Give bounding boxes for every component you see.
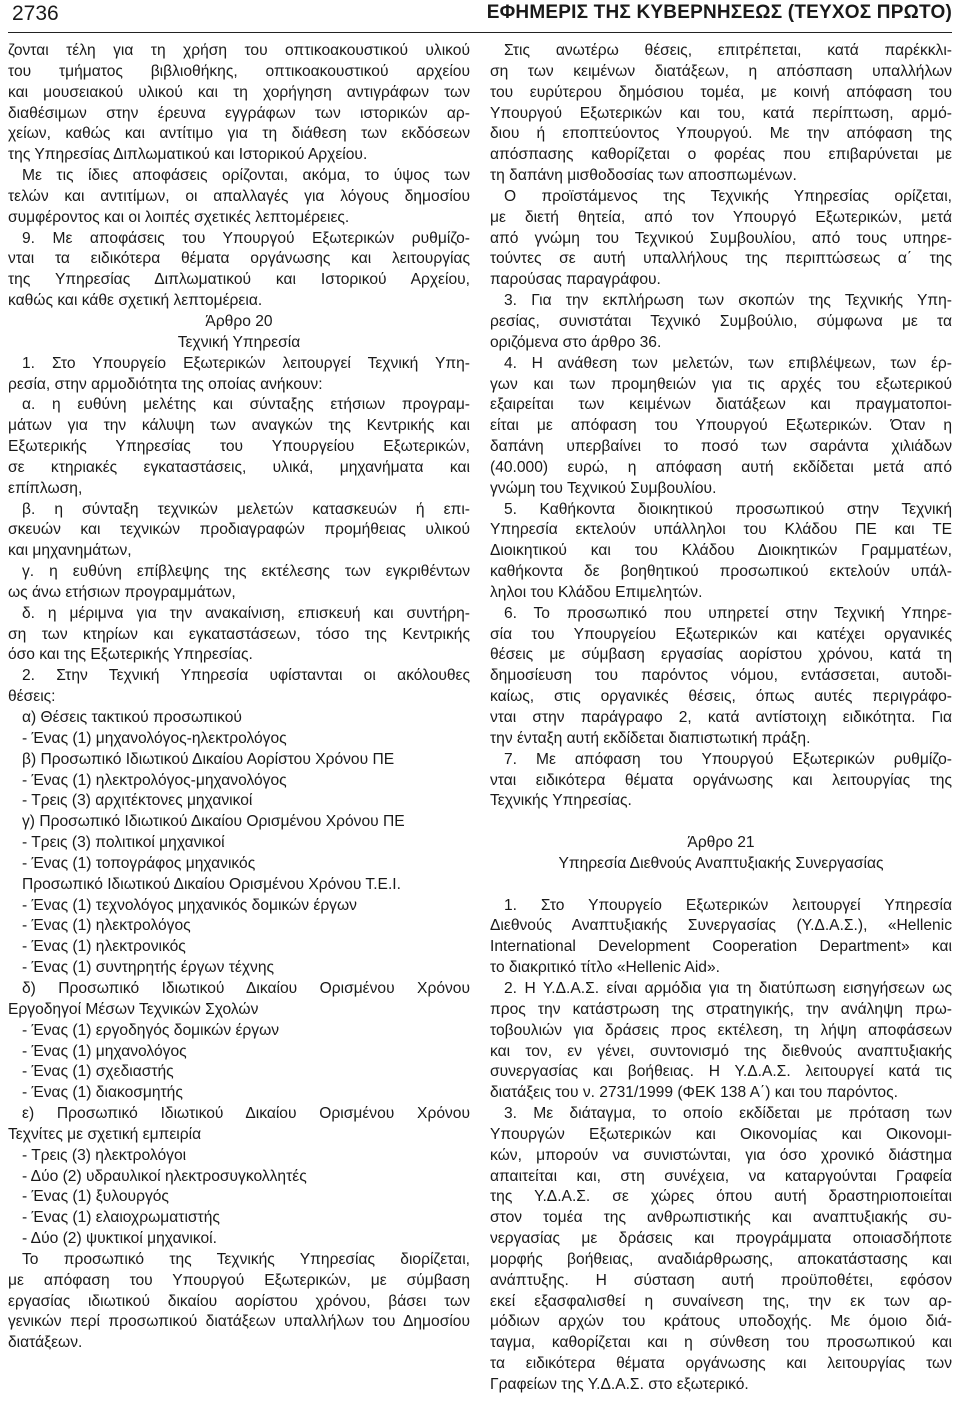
text-line: της Υ.Δ.Α.Σ. σε χώρες όπου αυτή δραστηριοποιείται	[490, 1188, 952, 1206]
text-line: χείων, καθώς και αντίτιμο για τη διάθεση των εκδόσεων	[8, 125, 470, 143]
text-line: 7. Με απόφαση του Υπουργού Εξωτερικών ρυθμίζο-	[504, 750, 952, 768]
text-line: ση των κτηρίων και εγκαταστάσεων, τόσο της Κεντρικής	[8, 625, 470, 643]
text-line: ρεσίας, συνιστάται Τεχνικό Συμβούλιο, σύμφωνα με τα	[490, 312, 952, 330]
text-line: δ. η μέριμνα για την ανακαίνιση, επισκευή και συντήρη-	[22, 604, 470, 622]
text-line: καθώς και κάθε σχετική λεπτομέρεια.	[8, 292, 263, 310]
text-line: - Ένας (1) ηλεκτρονικός	[22, 938, 186, 956]
text-line: διαθέσιμων στην έρευνα εγγράφων των ιστορικών αρ-	[8, 104, 470, 122]
article-heading-line: Άρθρο 20	[205, 312, 273, 330]
text-line: θέσεις:	[8, 688, 56, 706]
text-line: του ευρύτερου δημόσιου τομέα, με κοινή απόφαση του	[490, 83, 952, 101]
text-line: γενικών περί προσωπικού διατάξεων υπαλλήλων του Δημοσίου	[8, 1313, 470, 1331]
text-line: διατάξεις του ν. 2731/1999 (ΦΕΚ 138 Α΄) και του παρόντος.	[490, 1084, 898, 1102]
text-line: συνεργασίας και βοήθειας. Η Υ.Δ.Α.Σ. λειτουργεί κατά τις	[490, 1063, 952, 1081]
text-line: τα ειδικότερα θέματα οργάνωσης και λειτουργίας των	[490, 1355, 952, 1373]
text-line: γ. η ευθύνη επίβλεψης της εκτέλεσης των εγκριθέντων	[22, 563, 470, 581]
text-line: τούντες σε αυτή υπαλλήλους της περιπτώσεως α΄ της	[490, 250, 952, 268]
text-line: και τον, εν γένει, συντονισμό της διεθνούς αναπτυξιακής	[490, 1042, 952, 1060]
text-line: καίως, στις οργανικές θέσεις, όπως αυτές περιγράφο-	[490, 688, 952, 706]
text-line: 5. Καθήκοντα διοικητικού προσωπικού στην Τεχνική	[504, 500, 952, 518]
text-line: 1. Στο Υπουργείο Εξωτερικών λειτουργεί Υπηρεσία	[504, 896, 952, 914]
left-column	[8, 41, 470, 1354]
text-line: Τεχνικής Υπηρεσίας.	[490, 792, 632, 810]
text-line: μόδιων αρχών του κράτους υποδοχής. Με όμοιο διά-	[490, 1313, 952, 1331]
text-line: Το προσωπικό της Τεχνικής Υπηρεσίας διορίζεται,	[22, 1250, 470, 1268]
text-line: είται με απόφαση του Υπουργού Εξωτερικών. Όταν η	[490, 417, 952, 435]
text-line: μορφής βοήθειας, αναδιάρθρωσης, αποκατάστασης και	[490, 1250, 952, 1268]
text-line: Στις ανωτέρω θέσεις, επιτρέπεται, κατά παρέκκλι-	[504, 42, 952, 59]
text-line: παρούσας παραγράφου.	[490, 271, 661, 289]
header-rule	[8, 32, 952, 33]
text-line: σε κτηριακές εγκαταστάσεις, υλικά, μηχανήματα και	[8, 458, 470, 476]
text-line: της Υπηρεσίας Διπλωματικού και Ιστορικού Αρχείου.	[8, 146, 368, 164]
text-line: ανάπτυξης. Η σύσταση αυτή προϋποθέτει, εφόσον	[490, 1271, 952, 1289]
text-line	[490, 812, 952, 833]
article-heading-line: Τεχνική Υπηρεσία	[177, 333, 301, 351]
text-line: Ο προϊστάμενος της Τεχνικής Υπηρεσίας ορίζεται,	[504, 187, 952, 205]
text-line: - Ένας (1) συντηρητής έργων τέχνης	[22, 959, 275, 977]
text-line: ταγμα, καθορίζεται και η σύνθεση του προσωπικού και	[490, 1334, 952, 1352]
text-line: μάτων για την κάλυψη των αναγκών της Κεντρικής και	[8, 417, 470, 435]
text-line: γ) Προσωπικό Ιδιωτικού Δικαίου Ορισμένου Χρόνου ΠΕ	[22, 813, 405, 831]
text-line: και μηχανημάτων,	[8, 542, 132, 560]
text-line: οριζόμενα στο άρθρο 36.	[490, 333, 662, 351]
text-line: α) Θέσεις τακτικού προσωπικού	[22, 709, 242, 726]
text-line: 2. Η Υ.Δ.Α.Σ. είναι αρμόδια για τη διατύπωση εισηγήσεων ως	[504, 979, 952, 997]
text-line: κών, μπορούν να συνιστώνται, για όσο χρονικό διάστημα	[490, 1146, 952, 1164]
text-line: από γνώμη του Τεχνικού Συμβουλίου, από τους υπηρε-	[490, 229, 952, 247]
text-line: καθήκοντα δε βοηθητικού προσωπικού εκτελούν υπάλ-	[490, 563, 952, 581]
text-line: 3. Με διάταγμα, το οποίο εκδίδεται με πρόταση των	[504, 1105, 952, 1123]
text-line: Προσωπικό Ιδιωτικού Δικαίου Ορισμένου Χρόνου Τ.Ε.Ι.	[22, 875, 401, 893]
text-line: 4. Η ανάθεση των μελετών, των επιβλέψεων, των έρ-	[504, 354, 952, 372]
text-line: εργασίας ιδιωτικού δικαίου αορίστου χρόνου, βάσει των	[8, 1292, 470, 1310]
text-line: ε) Προσωπικό Ιδιωτικού Δικαίου Ορισμένου Χρόνου	[22, 1105, 470, 1123]
text-line: την ένταξη αυτή εκδίδεται διαπιστωτική πράξη.	[490, 729, 811, 747]
text-line: γνώμη του Τεχνικού Συμβουλίου.	[490, 479, 717, 497]
text-line: - Ένας (1) διακοσμητής	[22, 1084, 183, 1102]
text-line: 6. Το προσωπικό που υπηρετεί στην Τεχνική Υπηρε-	[504, 604, 952, 622]
text-line: - Τρεις (3) αρχιτέκτονες μηχανικοί	[22, 792, 253, 810]
text-line: - Τρεις (3) πολιτικοί μηχανικοί	[22, 834, 225, 852]
text-line: International Development Cooperation Department» και	[490, 938, 952, 956]
text-line: ρεσία, στην αρμοδιότητα της οποίας ανήκουν:	[8, 375, 323, 393]
text-line: Υπηρεσία εκτελούν υπάλληλοι του Κλάδου ΠΕ και ΤΕ	[490, 521, 952, 539]
text-line: 2. Στην Τεχνική Υπηρεσία υφίστανται οι ακόλουθες	[22, 667, 470, 685]
text-line: - Ένας (1) σχεδιαστής	[22, 1063, 174, 1081]
text-line: β) Προσωπικό Ιδιωτικού Δικαίου Αορίστου Χρόνου ΠΕ	[22, 750, 395, 768]
text-line: ση των κειμένων διατάξεων, η απόσπαση υπαλλήλων	[490, 62, 952, 80]
text-line	[490, 875, 952, 896]
text-line: και μουσειακού υλικού και τη χορήγηση αντιγράφων των	[8, 83, 470, 101]
text-line: - Ένας (1) εργοδηγός δομικών έργων	[22, 1021, 280, 1039]
text-line: - Ένας (1) τεχνολόγος μηχανικός δομικών έργων	[22, 896, 357, 914]
text-line: τοβουλιών για δράσεις προς εκτέλεση, τη λήψη αποφάσεων	[490, 1021, 952, 1039]
text-line: δ) Προσωπικό Ιδιωτικού Δικαίου Ορισμένου Χρόνου	[22, 979, 470, 997]
text-line: Διοικητικού και του Κλάδου Διοικητικών Γραμματέων,	[490, 542, 952, 560]
text-line: νται τα ειδικότερα θέματα οργάνωσης και λειτουργίας	[8, 250, 470, 268]
text-line: τη δαπάνη μισθοδοσίας των αποσπωμένων.	[490, 167, 797, 185]
text-line: - Ένας (1) τοπογράφος μηχανικός	[22, 854, 256, 872]
text-line: Εργοδηγοί Μέσων Τεχνικών Σχολών	[8, 1000, 259, 1018]
text-line: ως άνω ετήσιων προγραμμάτων,	[8, 583, 236, 601]
text-line: εξαιρείται των κειμένων διατάξεων και πραγματοποι-	[490, 396, 952, 414]
text-line: - Ένας (1) ξυλουργός	[22, 1188, 169, 1206]
text-line: όσο και της Εξωτερικής Υπηρεσίας.	[8, 646, 253, 664]
text-line: γων και των προμηθειών για τις αρχές του εξωτερικού	[490, 375, 952, 393]
text-line: β. η σύνταξη τεχνικών μελετών κατασκευών ή επι-	[22, 500, 470, 518]
text-line: - Τρεις (3) ηλεκτρολόγοι	[22, 1146, 187, 1164]
text-line: τελών και αντιτίμων, οι απαλλαγές για λόγους δημοσίου	[8, 187, 470, 205]
text-line: - Ένας (1) ηλεκτρολόγος-μηχανολόγος	[22, 771, 287, 789]
text-line: σία του Υπουργείου Εξωτερικών και κατέχει οργανικές	[490, 625, 952, 643]
text-line: νται στην παράγραφο 2, κατά αντίστοιχη ειδικότητα. Για	[490, 709, 952, 726]
text-line: νεργασίας με δράσεις και προγράμματα οποιασδήποτε	[490, 1230, 952, 1248]
text-line: εκεί εξασφαλισθεί η συναίνεση της, την εκ των αρ-	[490, 1292, 952, 1310]
text-line: απόσπασης καθορίζεται ο φορέας που επιβαρύνεται με	[490, 146, 952, 164]
gazette-title: ΕΦΗΜΕΡΙΣ ΤΗΣ ΚΥΒΕΡΝΗΣΕΩΣ (ΤΕΥΧΟΣ ΠΡΩΤΟ)	[486, 2, 952, 23]
text-line: στον τομέα της ανθρωπιστικής και αναπτυξιακής συ-	[490, 1209, 952, 1227]
text-line: απαιτείται και, στη συνέχεια, να καταργούνται Γραφεία	[490, 1167, 952, 1185]
article-heading-line: Υπηρεσία Διεθνούς Αναπτυξιακής Συνεργασίας	[558, 854, 884, 872]
text-line: προς την κατάστρωση της στρατηγικής, την ανάληψη πρω-	[490, 1000, 952, 1018]
text-line: Υπουργών Εξωτερικών και Οικονομίας και Οικονομι-	[490, 1125, 952, 1143]
text-line: ζονται τέλη για τη χρήση του οπτικοακουστικού υλικού	[8, 42, 470, 59]
text-line: 3. Για την εκπλήρωση των σκοπών της Τεχνικής Υπη-	[504, 292, 952, 310]
text-line: το διακριτικό τίτλο «Hellenic Aid».	[490, 959, 720, 977]
text-line: Τεχνίτες με σχετική εμπειρία	[8, 1125, 202, 1143]
text-line: συμφέροντος και οι λοιπές σχετικές λεπτομέρειες.	[8, 208, 350, 226]
text-line: - Ένας (1) ηλεκτρολόγος	[22, 917, 191, 935]
page-header	[8, 0, 952, 34]
text-line: νται ειδικότερα θέματα οργάνωσης και λειτουργίας της	[490, 771, 952, 789]
text-line: Διεθνούς Αναπτυξιακής Συνεργασίας (Υ.Δ.Α.Σ.), «Hellenic	[490, 917, 952, 935]
text-line: διου ή εποπτεύοντος Υπουργού. Με την απόφαση της	[490, 125, 952, 143]
text-line: σκευών και τεχνικών προδιαγραφών προμήθειας υλικού	[8, 521, 470, 539]
text-line: του τμήματος βιβλιοθήκης, οπτικοακουστικού αρχείου	[8, 62, 470, 80]
text-line: - Ένας (1) μηχανολόγος	[22, 1042, 187, 1060]
text-line: δαπάνη υπερβαίνει το ποσό των σαράντα χιλιάδων	[490, 438, 952, 456]
text-line: - Ένας (1) ελαιοχρωματιστής	[22, 1209, 220, 1227]
text-line: με διετή θητεία, από τον Υπουργό Εξωτερικών, μετά	[490, 208, 952, 226]
text-line: επίπλωση,	[8, 479, 83, 497]
text-line: - Δύο (2) υδραυλικοί ηλεκτροσυγκολλητές	[22, 1167, 307, 1185]
text-line: Εξωτερικής Υπηρεσίας του Υπουργείου Εξωτερικών,	[8, 438, 470, 456]
text-line: της Υπηρεσίας Διπλωματικού και Ιστορικού Αρχείου,	[8, 271, 470, 289]
text-line: Γραφείων της Υ.Δ.Α.Σ. στο εξωτερικό.	[490, 1376, 749, 1393]
text-line: 9. Με αποφάσεις του Υπουργού Εξωτερικών ρυθμίζο-	[22, 229, 470, 247]
text-line: - Ένας (1) μηχανολόγος-ηλεκτρολόγος	[22, 729, 287, 747]
page-number: 2736	[12, 2, 59, 25]
text-line: ληλοι του Κλάδου Επιμελητών.	[490, 583, 703, 601]
text-line: Με τις ίδιες αποφάσεις ορίζονται, ακόμα, το ύψος των	[22, 167, 470, 185]
text-line: με απόφαση του Υπουργού Εξωτερικών, με σύμβαση	[8, 1271, 470, 1289]
text-line: 1. Στο Υπουργείο Εξωτερικών λειτουργεί Τεχνική Υπη-	[22, 354, 470, 372]
text-line: Υπουργού Εξωτερικών και του, κατά περίπτωση, αρμό-	[490, 104, 952, 122]
right-column	[490, 41, 952, 1396]
text-line: α. η ευθύνη μελέτης και σύνταξης ετήσιων προγραμ-	[22, 396, 470, 414]
text-line: δημοσίευση του παρόντος νόμου, εντάσσεται, αυτοδι-	[490, 667, 952, 685]
text-line: διατάξεων.	[8, 1334, 83, 1352]
text-line: θέσεις με σύμβαση εργασίας αορίστου χρόνου, κατά τη	[490, 646, 952, 664]
text-line: (40.000) ευρώ, η απόφαση αυτή εκδίδεται μετά από	[490, 458, 952, 476]
text-line: - Δύο (2) ψυκτικοί μηχανικοί.	[22, 1230, 217, 1248]
article-heading-line: Άρθρο 21	[687, 834, 755, 852]
